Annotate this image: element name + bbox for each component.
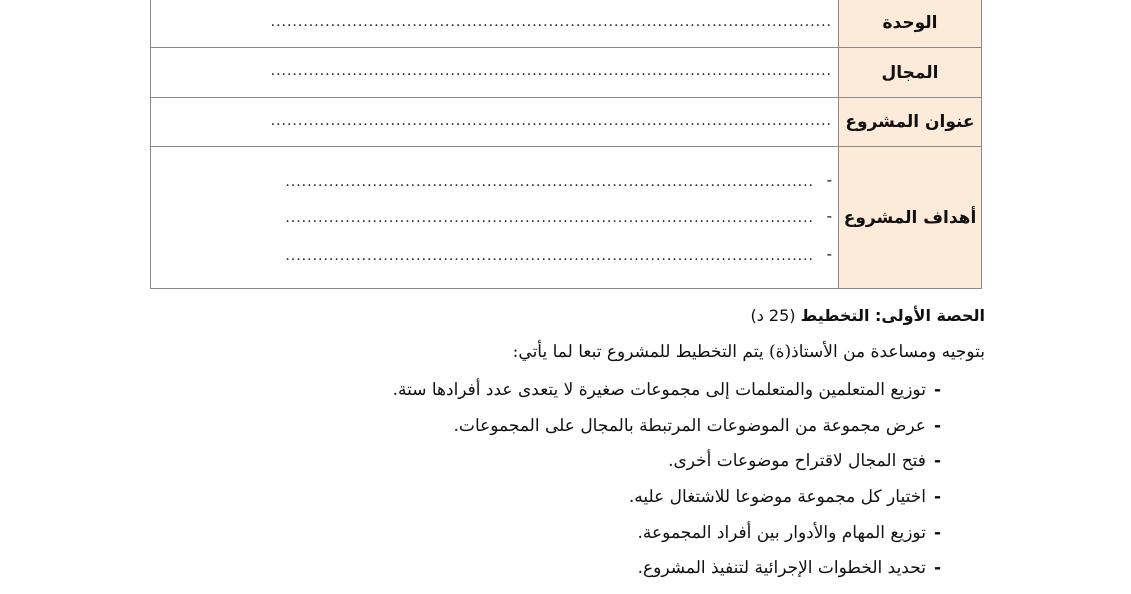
goal-dash: - [826,171,832,189]
list-item [393,447,941,483]
dotted-line: ....................................................................................................... [270,63,832,79]
task-text: عرض مجموعة من الموضوعات المرتبطة بالمجال على المجموعات. [453,415,926,436]
dotted-line: ................................................................................................. [285,210,814,226]
bullet-dash: - [933,487,941,508]
bullet-dash: - [933,451,941,472]
table-row [151,0,982,48]
list-item [393,483,941,519]
session-intro: بتوجيه ومساعدة من الأستاذ(ة) يتم التخطيط للمشروع تبعا لما يأتي: [512,342,985,362]
project-title-field[interactable] [151,98,839,147]
task-list [393,376,941,590]
bullet-dash: - [933,380,941,400]
list-item [393,519,941,555]
goal-line[interactable] [163,245,832,266]
task-text: تحديد الخطوات الإجرائية لتنفيذ المشروع. [637,558,926,579]
goal-dash: - [826,245,832,263]
task-text: توزيع المتعلمين والمتعلمات إلى مجموعات صغيرة لا يتعدى عدد أفرادها ستة. [392,380,926,400]
goal-line[interactable] [163,171,832,192]
project-goals-field[interactable] [151,147,839,289]
task-text: اختيار كل مجموعة موضوعا للاشتغال عليه. [628,487,926,508]
table-row [151,98,982,147]
unit-field[interactable] [151,0,839,48]
task-text: توزيع المهام والأدوار بين أفراد المجموعة. [637,522,926,543]
bullet-dash: - [933,415,941,436]
list-item [393,376,941,412]
session-title-bold: الحصة الأولى: التخطيط [800,306,985,325]
goal-dash: - [826,207,832,225]
session-title [750,306,985,325]
task-text: فتح المجال لاقتراح موضوعات أخرى. [668,451,926,472]
session-duration: (25 د) [750,306,796,325]
list-item [393,412,941,448]
unit-label: الوحدة [839,0,982,48]
project-title-label: عنوان المشروع [839,98,982,147]
project-info-table [150,0,982,289]
goal-line[interactable] [163,207,832,228]
bullet-dash: - [933,558,941,579]
list-item [393,554,941,590]
table-row [151,48,982,98]
dotted-line: ................................................................................................. [285,248,814,264]
dotted-line: ....................................................................................................... [270,113,832,129]
dotted-line: ....................................................................................................... [270,14,832,30]
dotted-line: ................................................................................................. [285,174,814,190]
project-goals-label: أهداف المشروع [839,147,982,289]
bullet-dash: - [933,522,941,543]
domain-field[interactable] [151,48,839,98]
domain-label: المجال [839,48,982,98]
table-row [151,147,982,289]
